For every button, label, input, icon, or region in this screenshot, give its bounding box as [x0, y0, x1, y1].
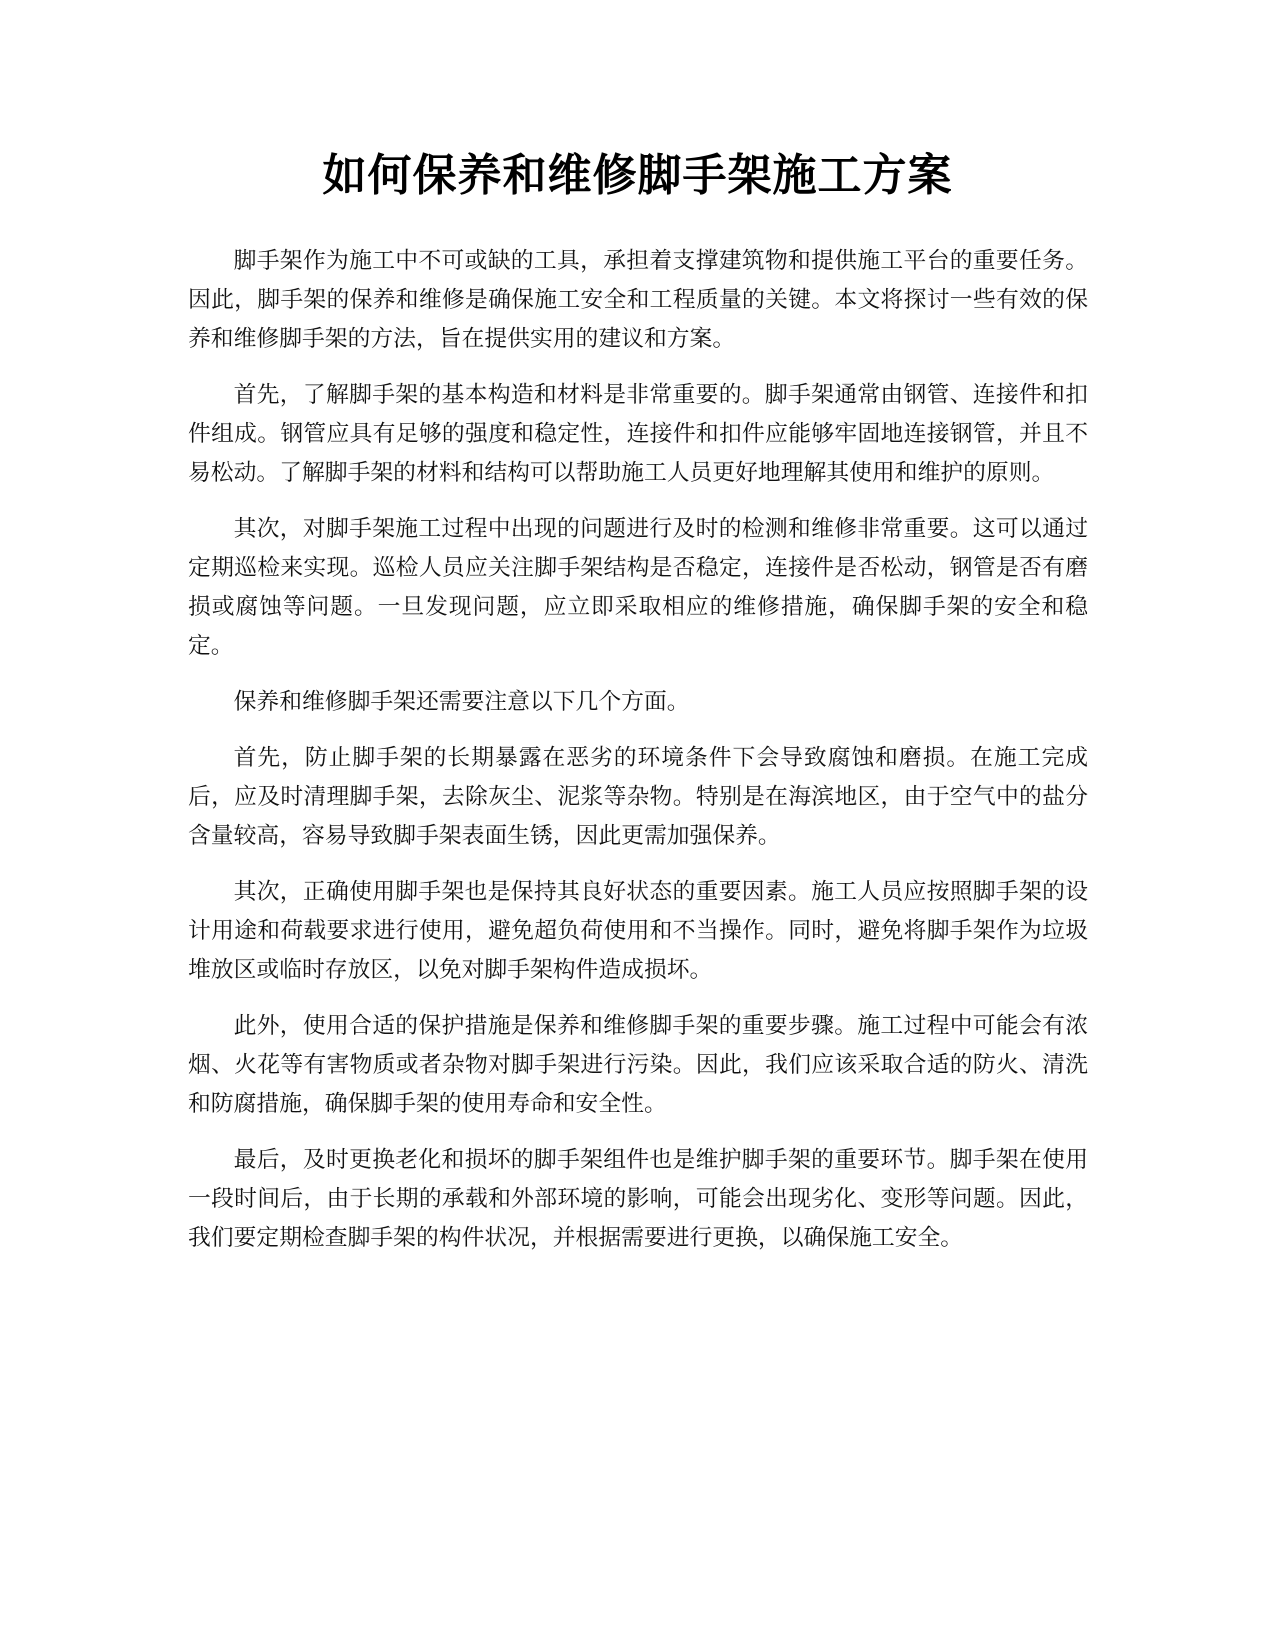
paragraph-8: 最后，及时更换老化和损坏的脚手架组件也是维护脚手架的重要环节。脚手架在使用一段时间后，由于长期的承载和外部环境的影响，可能会出现劣化、变形等问题。因此，我们要定期检查脚手架的构件状况，并根据需要进行更换，以确保施工安全。	[188, 1147, 1088, 1251]
paragraph-2: 首先，了解脚手架的基本构造和材料是非常重要的。脚手架通常由钢管、连接件和扣件组成。钢管应具有足够的强度和稳定性，连接件和扣件应能够牢固地连接钢管，并且不易松动。了解脚手架的材料和结构可以帮助施工人员更好地理解其使用和维护的原则。	[188, 382, 1088, 486]
paragraph-4: 保养和维修脚手架还需要注意以下几个方面。	[233, 689, 690, 715]
paragraph-1: 脚手架作为施工中不可或缺的工具，承担着支撑建筑物和提供施工平台的重要任务。因此，脚手架的保养和维修是确保施工安全和工程质量的关键。本文将探讨一些有效的保养和维修脚手架的方法，旨在提供实用的建议和方案。	[188, 248, 1088, 352]
paragraph-5: 首先，防止脚手架的长期暴露在恶劣的环境条件下会导致腐蚀和磨损。在施工完成后，应及时清理脚手架，去除灰尘、泥浆等杂物。特别是在海滨地区，由于空气中的盐分含量较高，容易导致脚手架表面生锈，因此更需加强保养。	[188, 745, 1088, 849]
paragraph-6: 其次，正确使用脚手架也是保持其良好状态的重要因素。施工人员应按照脚手架的设计用途和荷载要求进行使用，避免超负荷使用和不当操作。同时，避免将脚手架作为垃圾堆放区或临时存放区，以免对脚手架构件造成损坏。	[188, 879, 1088, 983]
document-body	[188, 242, 1088, 1275]
document-title: 如何保养和维修脚手架施工方案	[322, 150, 953, 201]
paragraph-7: 此外，使用合适的保护措施是保养和维修脚手架的重要步骤。施工过程中可能会有浓烟、火花等有害物质或者杂物对脚手架进行污染。因此，我们应该采取合适的防火、清洗和防腐措施，确保脚手架的使用寿命和安全性。	[188, 1013, 1088, 1117]
paragraph-3: 其次，对脚手架施工过程中出现的问题进行及时的检测和维修非常重要。这可以通过定期巡检来实现。巡检人员应关注脚手架结构是否稳定，连接件是否松动，钢管是否有磨损或腐蚀等问题。一旦发现问题，应立即采取相应的维修措施，确保脚手架的安全和稳定。	[188, 516, 1088, 659]
